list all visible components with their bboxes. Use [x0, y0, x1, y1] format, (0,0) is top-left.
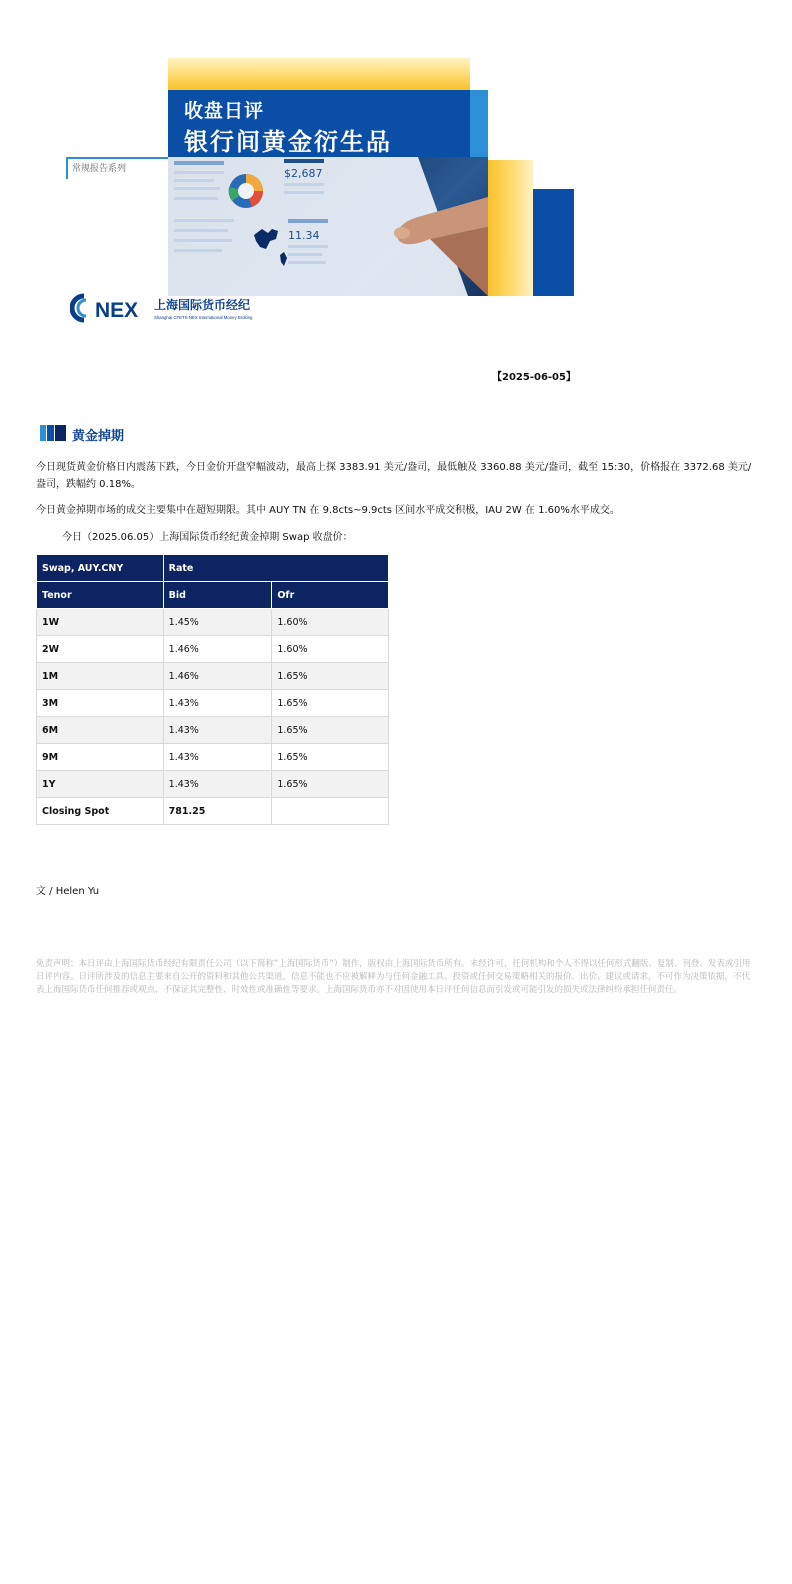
ofr-cell: 1.65%	[272, 663, 389, 690]
closing-spot-empty	[272, 798, 389, 825]
closing-spot-value: 781.25	[163, 798, 272, 825]
bid-cell: 1.46%	[163, 663, 272, 690]
logo-cn-text: 上海国际货币经纪	[154, 298, 251, 312]
table-intro-paragraph: 今日（2025.06.05）上海国际货币经纪黄金掉期 Swap 收盘价：	[62, 532, 353, 543]
banner-blue-side	[533, 189, 574, 296]
section-title: 黄金掉期	[72, 429, 125, 444]
bid-cell: 1.43%	[163, 690, 272, 717]
tenor-cell: 1M	[37, 663, 164, 690]
ofr-cell: 1.65%	[272, 771, 389, 798]
cnex-logo-icon	[70, 292, 270, 324]
header-ofr: Ofr	[272, 582, 389, 609]
closing-spot-label: Closing Spot	[37, 798, 164, 825]
ofr-cell: 1.65%	[272, 717, 389, 744]
series-frame-left	[66, 157, 68, 179]
table-row	[37, 690, 389, 717]
table-subheader-row	[37, 582, 389, 609]
market-summary-paragraph: 今日现货黄金价格日内震荡下跌，今日金价开盘窄幅波动，最高上探 3383.91 美元/盎司，最低触及 3360.88 美元/盎司，截至 15:30，价格报在 3372.68 美元/盎司，跌幅约 0.18%。	[36, 462, 752, 490]
series-frame-top	[66, 157, 168, 159]
banner-gold-side	[488, 160, 533, 296]
swap-rate-table	[36, 554, 389, 825]
series-label: 常规报告系列	[72, 164, 127, 174]
table-row	[37, 636, 389, 663]
tenor-cell: 1W	[37, 609, 164, 636]
report-subtitle: 银行间黄金衍生品	[184, 128, 392, 156]
ofr-cell: 1.60%	[272, 636, 389, 663]
tenor-cell: 1Y	[37, 771, 164, 798]
logo-brand-text: NEX	[95, 299, 139, 322]
bid-cell: 1.43%	[163, 717, 272, 744]
tenor-cell: 6M	[37, 717, 164, 744]
banner-gold-band	[168, 58, 470, 90]
table-row	[37, 663, 389, 690]
report-date: 【2025-06-05】	[492, 372, 576, 383]
author-line: 文 / Helen Yu	[36, 886, 100, 897]
tenor-cell: 9M	[37, 744, 164, 771]
ofr-cell: 1.65%	[272, 690, 389, 717]
trading-summary-paragraph: 今日黄金掉期市场的成交主要集中在超短期限。其中 AUY TN 在 9.8cts~9.9cts 区间水平成交积极，IAU 2W 在 1.60%水平成交。	[36, 505, 620, 516]
tenor-cell: 2W	[37, 636, 164, 663]
bid-cell: 1.43%	[163, 771, 272, 798]
report-title: 收盘日评	[184, 100, 265, 122]
tenor-cell: 3M	[37, 690, 164, 717]
banner-accent-stripe	[470, 90, 488, 157]
bid-cell: 1.43%	[163, 744, 272, 771]
section-marker-icon	[40, 425, 66, 441]
bid-cell: 1.46%	[163, 636, 272, 663]
header-instrument: Swap, AUY.CNY	[37, 555, 164, 582]
ofr-cell: 1.60%	[272, 609, 389, 636]
table-header-row	[37, 555, 389, 582]
disclaimer-text: 免责声明：本日评由上海国际货币经纪有限责任公司（以下简称“上海国际货币”）制作，版权由上海国际货币所有。未经许可，任何机构和个人不得以任何形式翻版、复制、刊登、发表或引用日评内容。日评所涉及的信息主要来自公开的资料和其他公共渠道，信息不能也不应被解释为与任何金融工具、投资或任何交易策略相关的报价、出价、建议或请求，不可作为决策依据，不代表上海国际货币任何推荐或观点，不保证其完整性、时效性或准确性等要求。上海国际货币亦不对因使用本日评任何信息而引发或可能引发的损失或法律纠纷承担任何责任。	[36, 959, 751, 995]
header-bid: Bid	[163, 582, 272, 609]
closing-spot-row	[37, 798, 389, 825]
ofr-cell: 1.65%	[272, 744, 389, 771]
table-row	[37, 609, 389, 636]
header-rate: Rate	[163, 555, 388, 582]
tablet-dashboard-illustration	[168, 157, 488, 296]
logo-en-text: Shanghai CFETS-NEX International Money Broking	[154, 315, 253, 320]
table-row	[37, 771, 389, 798]
svg-text:11.34: 11.34	[288, 229, 320, 242]
header-tenor: Tenor	[37, 582, 164, 609]
company-logo	[70, 292, 270, 324]
table-row	[37, 744, 389, 771]
svg-text:$2,687: $2,687	[284, 167, 323, 180]
table-row	[37, 717, 389, 744]
bid-cell: 1.45%	[163, 609, 272, 636]
banner-photo-tablet	[168, 157, 488, 296]
